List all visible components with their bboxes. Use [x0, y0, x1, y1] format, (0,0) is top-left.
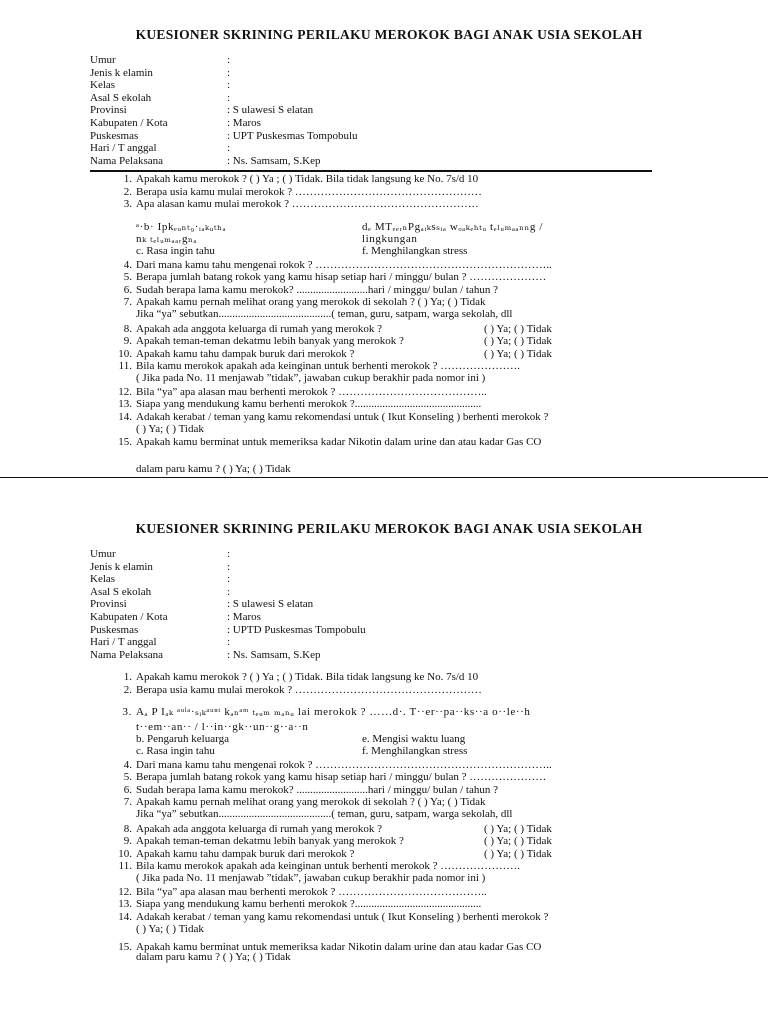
question-list: [0, 386, 768, 423]
field-row-puskesmas: [90, 130, 768, 143]
question-number: 12.: [118, 385, 132, 398]
field-value: :: [227, 66, 231, 79]
question-text: Berapa jumlah batang rokok yang kamu hisap setiap hari / minggu/ bulan ? …………………: [136, 271, 547, 284]
question-text: Bila “ya” apa alasan mau berhenti merokok ? …………………………………..: [136, 385, 487, 398]
option-text: c. Rasa ingin tahu: [136, 245, 215, 258]
field-row-hari-tanggal: [90, 636, 768, 649]
field-label: Provinsi: [90, 598, 127, 611]
question-text: Apakah kamu berminat untuk memeriksa kadar Nikotin dalam urine dan atau kadar Gas CO: [136, 941, 542, 954]
question-number: 6.: [123, 783, 132, 796]
question-number: 5.: [123, 771, 132, 784]
field-label: Hari / T anggal: [90, 142, 157, 155]
question-text: Apakah kamu merokok ? ( ) Ya ; ( ) Tidak. Bila tidak langsung ke No. 7s/d 10: [136, 173, 479, 186]
question-number: 12.: [118, 885, 132, 898]
field-row-asal-sekolah: [90, 586, 768, 599]
field-label: Nama Pelaksana: [90, 154, 163, 167]
question-text: Apakah ada anggota keluarga di rumah yang merokok ?: [136, 322, 382, 335]
question-15: [0, 436, 768, 448]
question-number: 9.: [123, 335, 132, 348]
question-6: [0, 784, 768, 796]
question-2: [0, 684, 768, 696]
question-text: Apakah kamu pernah melihat orang yang merokok di sekolah ? ( ) Ya; ( ) Tidak: [136, 296, 486, 308]
field-value: :: [227, 54, 231, 66]
field-value: :: [227, 636, 231, 649]
question-list: [0, 259, 768, 309]
field-value: :: [227, 79, 231, 92]
question-text: Bila “ya” apa alasan mau berhenti merokok ? …………………………………..: [136, 885, 487, 898]
field-value: :: [227, 91, 231, 104]
question-subtext: dalam paru kamu ? ( ) Ya; ( ) Tidak: [136, 462, 291, 475]
question-1: [0, 173, 768, 185]
option-text: ᵃ·b· Ipkₑᵤₙₜ₉·ᵢₐₖᵤₜₕₐ: [136, 220, 227, 233]
field-row-umur: [90, 54, 768, 67]
field-row-kabupaten: [90, 117, 768, 130]
question-14-sub: [0, 423, 768, 435]
question-subtext: ( ) Ya; ( ) Tidak: [136, 423, 204, 436]
section-divider: [90, 170, 652, 172]
field-label: Kelas: [90, 573, 116, 586]
field-label: Asal S ekolah: [90, 91, 152, 104]
field-row-provinsi: [90, 598, 768, 611]
q3-options-row-3: [0, 745, 768, 757]
question-15-sub: [0, 463, 768, 475]
question-text: Adakah kerabat / teman yang kamu rekomendasi untuk ( Ikut Konseling ) berhenti merokok ?: [136, 410, 549, 423]
field-row-kelas: [90, 573, 768, 586]
question-7: [0, 796, 768, 808]
question-text: Apakah teman-teman dekatmu lebih banyak yang merokok ?: [136, 835, 404, 848]
question-4: [0, 259, 768, 271]
question-subtext: Jika “ya” sebutkan.........................................( teman, guru, satpam, warga sekolah, dll: [136, 808, 513, 821]
yes-no-options: ( ) Ya; ( ) Tidak: [484, 847, 552, 860]
question-subtext: ( ) Ya; ( ) Tidak: [136, 923, 204, 936]
field-row-jenis-kelamin: [90, 561, 768, 574]
field-row-kelas: [90, 79, 768, 92]
field-label: Kabupaten / Kota: [90, 610, 168, 623]
field-value: : S ulawesi S elatan: [227, 104, 314, 117]
question-5: [0, 771, 768, 783]
respondent-fields: [90, 548, 768, 661]
field-row-nama-pelaksana: [90, 155, 768, 168]
field-value: : Maros: [227, 116, 261, 129]
question-7-sub: [0, 808, 768, 820]
question-number: 7.: [123, 796, 132, 808]
question-number: 8.: [123, 822, 132, 835]
question-1: [0, 671, 768, 683]
question-list: [0, 173, 768, 210]
question-list: [0, 671, 768, 718]
question-text: Berapa usia kamu mulai merokok ? ……………………………………………: [136, 185, 482, 198]
field-label: Jenis k elamin: [90, 66, 153, 79]
field-label: Kabupaten / Kota: [90, 116, 168, 129]
question-3: [0, 706, 768, 718]
question-text: Apakah kamu tahu dampak buruk dari merokok ?: [136, 847, 355, 860]
question-11-sub: [0, 372, 768, 384]
question-text: Siapa yang mendukung kamu berhenti merokok ?..............................................: [136, 898, 482, 911]
question-text: Aₐ P Iₐₖ ᵃᵘˡᵃ·ₛᵢₖᵃᵘⁿᵗ kₐₙᵃᵐ ₜₑᵤₘ ₘₐₙᵤ lai merokok ? ……d·. T··er··pa··ks··a o··le··h: [136, 706, 531, 719]
question-text: Siapa yang mendukung kamu berhenti merokok ?..............................................: [136, 398, 482, 411]
question-number: 15.: [118, 436, 132, 449]
question-10: [0, 348, 768, 360]
field-value: : Ns. Samsam, S.Kep: [227, 154, 321, 167]
question-7-sub: [0, 308, 768, 320]
yes-no-options: ( ) Ya; ( ) Tidak: [484, 822, 552, 835]
page-break-line: [0, 477, 768, 478]
field-value: :: [227, 548, 231, 560]
question-number: 3.: [122, 706, 132, 719]
field-value: :: [227, 560, 231, 573]
question-number: 13.: [118, 898, 132, 911]
field-value: :: [227, 573, 231, 586]
field-label: Asal S ekolah: [90, 585, 152, 598]
q3-options-row-3: [0, 245, 768, 257]
question-number: 11.: [118, 860, 132, 873]
question-list: [0, 759, 768, 809]
form-title: KUESIONER SKRINING PERILAKU MEROKOK BAGI ANAK USIA SEKOLAH: [135, 521, 643, 536]
question-text: Apakah kamu tahu dampak buruk dari merokok ?: [136, 347, 355, 360]
question-text: Apakah kamu pernah melihat orang yang merokok di sekolah ? ( ) Ya; ( ) Tidak: [136, 796, 486, 808]
question-11: [0, 860, 768, 872]
question-11: [0, 360, 768, 372]
question-text: Berapa jumlah batang rokok yang kamu hisap setiap hari / minggu/ bulan ? …………………: [136, 771, 547, 784]
option-text: t··em··an·· / l··in··gk··un··g··a··n: [136, 720, 309, 733]
question-9: [0, 835, 768, 847]
respondent-fields: [90, 54, 768, 167]
field-row-provinsi: [90, 104, 768, 117]
question-subtext: dalam paru kamu ? ( ) Ya; ( ) Tidak: [136, 950, 291, 963]
question-2: [0, 186, 768, 198]
field-row-umur: [90, 548, 768, 561]
question-text: Dari mana kamu tahu mengenai rokok ? ………………………………………………………..: [136, 758, 552, 771]
question-number: 7.: [123, 296, 132, 308]
question-number: 2.: [123, 683, 132, 696]
option-text: c. Rasa ingin tahu: [136, 745, 215, 758]
question-number: 1.: [123, 173, 132, 186]
question-text: Bila kamu merokok apakah ada keinginan untuk berhenti merokok ? ………………….: [136, 860, 520, 873]
question-text: Sudah berapa lama kamu merokok? ..........................hari / minggu/ bulan / tahun ?: [136, 283, 499, 296]
option-text: f. Menghilangkan stress: [362, 745, 468, 758]
question-14: [0, 911, 768, 923]
field-label: Umur: [90, 548, 116, 560]
field-label: Jenis k elamin: [90, 560, 153, 573]
question-12: [0, 886, 768, 898]
question-text: Sudah berapa lama kamu merokok? ..........................hari / minggu/ bulan / tahun ?: [136, 783, 499, 796]
question-5: [0, 271, 768, 283]
field-value: : UPTD Puskesmas Tompobulu: [227, 623, 366, 636]
field-value: : UPT Puskesmas Tompobulu: [227, 129, 358, 142]
question-13: [0, 898, 768, 910]
question-number: 2.: [123, 185, 132, 198]
question-subtext: ( Jika pada No. 11 menjawab ”tidak”, jawaban cukup berakhir pada nomor ini ): [136, 872, 486, 885]
question-text: Apakah kamu merokok ? ( ) Ya ; ( ) Tidak. Bila tidak langsung ke No. 7s/d 10: [136, 671, 479, 684]
option-text: dₑ MTₑₑᵣₙPgₐᵢₖsₛᵢₐ wₒₐₖₑₕₜᵤ tₑₗᵤₘₐₐₙₙg /: [362, 220, 543, 233]
question-list: [0, 886, 768, 923]
question-number: 13.: [118, 398, 132, 411]
question-subtext: Jika “ya” sebutkan.........................................( teman, guru, satpam, warga sekolah, dll: [136, 308, 513, 321]
question-number: 9.: [123, 835, 132, 848]
question-4: [0, 759, 768, 771]
question-15-sub: [0, 951, 768, 963]
question-3: [0, 198, 768, 210]
question-9: [0, 335, 768, 347]
question-number: 3.: [123, 198, 132, 211]
question-list: [0, 323, 768, 373]
question-13: [0, 398, 768, 410]
field-row-asal-sekolah: [90, 92, 768, 105]
field-value: : S ulawesi S elatan: [227, 598, 314, 611]
yes-no-options: ( ) Ya; ( ) Tidak: [484, 347, 552, 360]
field-row-kabupaten: [90, 611, 768, 624]
question-list: [0, 823, 768, 873]
question-number: 14.: [118, 410, 132, 423]
question-text: Berapa usia kamu mulai merokok ? ……………………………………………: [136, 683, 482, 696]
field-row-puskesmas: [90, 624, 768, 637]
question-12: [0, 386, 768, 398]
field-label: Kelas: [90, 79, 116, 92]
option-text: e. Mengisi waktu luang: [362, 732, 466, 745]
field-label: Hari / T anggal: [90, 636, 157, 649]
q3-options-row-1: [0, 721, 768, 733]
yes-no-options: ( ) Ya; ( ) Tidak: [484, 322, 552, 335]
question-number: 10.: [118, 347, 132, 360]
question-14-sub: [0, 923, 768, 935]
questionnaire-form-2: [0, 518, 768, 963]
field-value: :: [227, 585, 231, 598]
question-text: Apakah ada anggota keluarga di rumah yang merokok ?: [136, 822, 382, 835]
question-number: 8.: [123, 322, 132, 335]
field-label: Puskesmas: [90, 623, 139, 636]
question-text: Bila kamu merokok apakah ada keinginan untuk berhenti merokok ? ………………….: [136, 360, 520, 373]
field-label: Provinsi: [90, 104, 127, 117]
question-subtext: ( Jika pada No. 11 menjawab ”tidak”, jawaban cukup berakhir pada nomor ini ): [136, 372, 486, 385]
questionnaire-form-1: [0, 24, 768, 475]
question-number: 5.: [123, 271, 132, 284]
option-text: b. Pengaruh keluarga: [136, 732, 229, 745]
question-number: 6.: [123, 283, 132, 296]
yes-no-options: ( ) Ya; ( ) Tidak: [484, 335, 552, 348]
field-row-hari-tanggal: [90, 142, 768, 155]
field-row-jenis-kelamin: [90, 67, 768, 80]
question-6: [0, 284, 768, 296]
question-number: 4.: [123, 758, 132, 771]
question-7: [0, 296, 768, 308]
field-value: :: [227, 142, 231, 155]
question-text: Dari mana kamu tahu mengenai rokok ? ………………………………………………………..: [136, 258, 552, 271]
question-text: Apakah kamu berminat untuk memeriksa kadar Nikotin dalam urine dan atau kadar Gas CO: [136, 436, 542, 449]
question-8: [0, 323, 768, 335]
question-14: [0, 411, 768, 423]
q3-options-row-2: [0, 733, 768, 745]
field-value: : Maros: [227, 610, 261, 623]
field-row-nama-pelaksana: [90, 649, 768, 662]
question-number: 4.: [123, 258, 132, 271]
q3-options-row-2: [0, 233, 768, 245]
field-label: Nama Pelaksana: [90, 648, 163, 661]
question-number: 11.: [118, 360, 132, 373]
option-text: lingkungan: [362, 232, 418, 245]
question-number: 1.: [123, 671, 132, 684]
question-text: Adakah kerabat / teman yang kamu rekomendasi untuk ( Ikut Konseling ) berhenti merokok ?: [136, 910, 549, 923]
option-text: nₖ ₜₑₗᵤₘₐₐᵣgₙₐ: [136, 232, 198, 245]
question-8: [0, 823, 768, 835]
question-text: Apakah teman-teman dekatmu lebih banyak yang merokok ?: [136, 335, 404, 348]
question-number: 14.: [118, 910, 132, 923]
question-list: [0, 436, 768, 448]
question-10: [0, 848, 768, 860]
yes-no-options: ( ) Ya; ( ) Tidak: [484, 835, 552, 848]
q3-options-row-1: [0, 221, 768, 233]
option-text: f. Menghilangkan stress: [362, 245, 468, 258]
field-label: Umur: [90, 54, 116, 66]
field-label: Puskesmas: [90, 129, 139, 142]
question-number: 15.: [118, 941, 132, 954]
form-title: KUESIONER SKRINING PERILAKU MEROKOK BAGI ANAK USIA SEKOLAH: [135, 27, 643, 42]
question-11-sub: [0, 872, 768, 884]
question-text: Apa alasan kamu mulai merokok ? ……………………………………………: [136, 198, 479, 211]
field-value: : Ns. Samsam, S.Kep: [227, 648, 321, 661]
question-number: 10.: [118, 847, 132, 860]
